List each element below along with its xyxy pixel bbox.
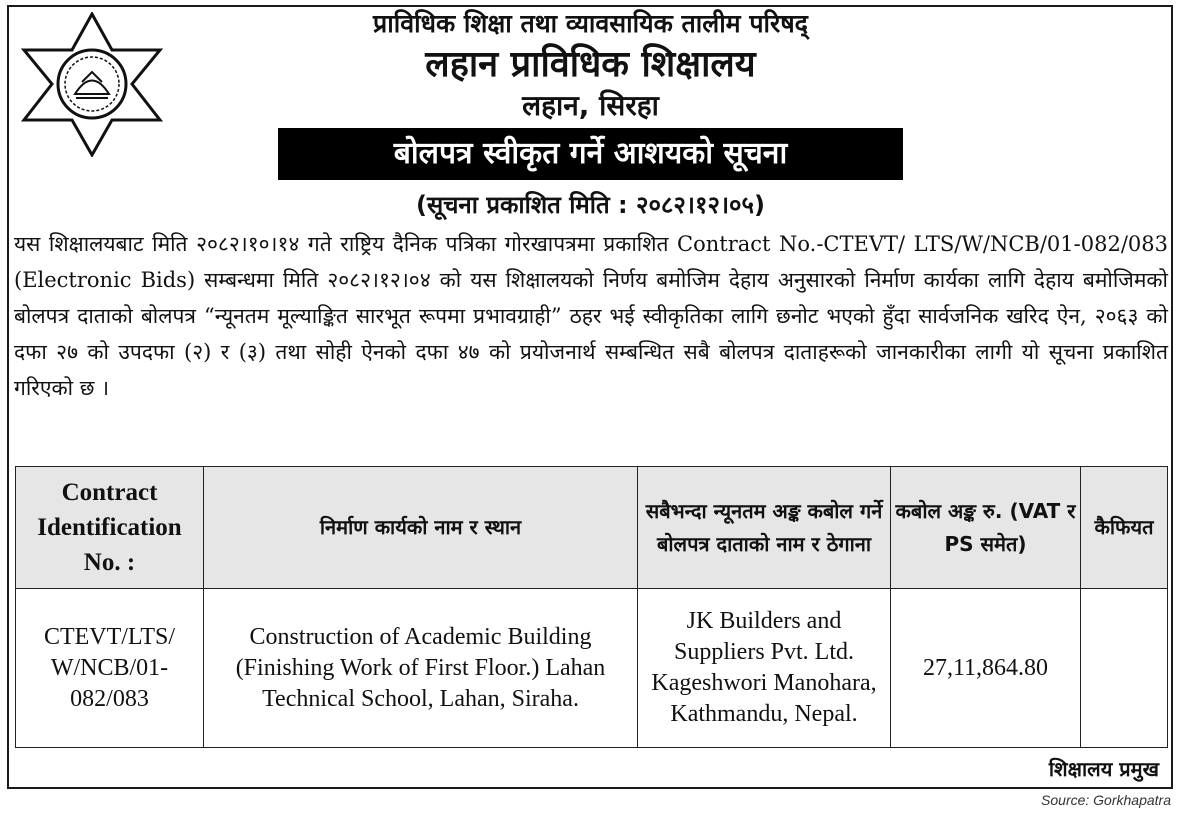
cell-work-name: Construction of Academic Building (Finishing Work of First Floor.) Lahan Technical School, Lahan, Siraha. (204, 589, 638, 748)
header-work-name: निर्माण कार्यको नाम र स्थान (204, 467, 638, 589)
notice-title: बोलपत्र स्वीकृत गर्ने आशयको सूचना (278, 128, 903, 180)
school-location: लहान, सिरहा (522, 89, 659, 122)
cell-remarks (1081, 589, 1168, 748)
cell-bidder: JK Builders and Suppliers Pvt. Ltd. Kageshwori Manohara, Kathmandu, Nepal. (638, 589, 891, 748)
table-row (16, 589, 1168, 748)
signature: शिक्षालय प्रमुख (1048, 757, 1159, 781)
bid-table (15, 466, 1168, 748)
cell-amount: 27,11,864.80 (891, 589, 1081, 748)
publication-date: (सूचना प्रकाशित मिति : २०८२।१२।०५) (416, 191, 765, 219)
header-contract-id: Contract Identification No. : (16, 467, 204, 589)
source-credit: Source: Gorkhapatra (1041, 792, 1171, 808)
school-name: लहान प्राविधिक शिक्षालय (425, 44, 756, 85)
table-header-row (16, 467, 1168, 589)
header-remarks: कैफियत (1081, 467, 1168, 589)
header-amount: कबोल अङ्क रु. (VAT र PS समेत) (891, 467, 1081, 589)
notice-body: यस शिक्षालयबाट मिति २०८२।१०।१४ गते राष्ट्रिय दैनिक पत्रिका गोरखापत्रमा प्रकाशित Contract No.-CTEVT/ LTS/W/NCB/01-082/083 (Electronic Bids) सम्बन्धमा मिति २०८२।१२।०४ को यस शिक्षालयको निर्णय बमोजिम देहाय अनुसारको निर्माण कार्यका लागि देहाय बमोजिमको बोलपत्र दाताको बोलपत्र “न्यूनतम मूल्याङ्कित सारभूत रूपमा प्रभावग्राही” ठहर भई स्वीकृतिका लागि छनोट भएको हुँदा सार्वजनिक खरिद ऐन, २०६३ को दफा २७ को उपदफा (२) र (३) तथा सोही ऐनको दफा ४७ को प्रयोजनार्थ सम्बन्धित सबै बोलपत्र दाताहरूको जानकारीका लागी यो सूचना प्रकाशित गरिएको छ । (14, 232, 1168, 400)
cell-contract-id: CTEVT/LTS/ W/NCB/01- 082/083 (16, 589, 204, 748)
council-name: प्राविधिक शिक्षा तथा व्यावसायिक तालीम परिषद् (373, 9, 808, 38)
header-bidder: सबैभन्दा न्यूनतम अङ्क कबोल गर्ने बोलपत्र दाताको नाम र ठेगाना (638, 467, 891, 589)
